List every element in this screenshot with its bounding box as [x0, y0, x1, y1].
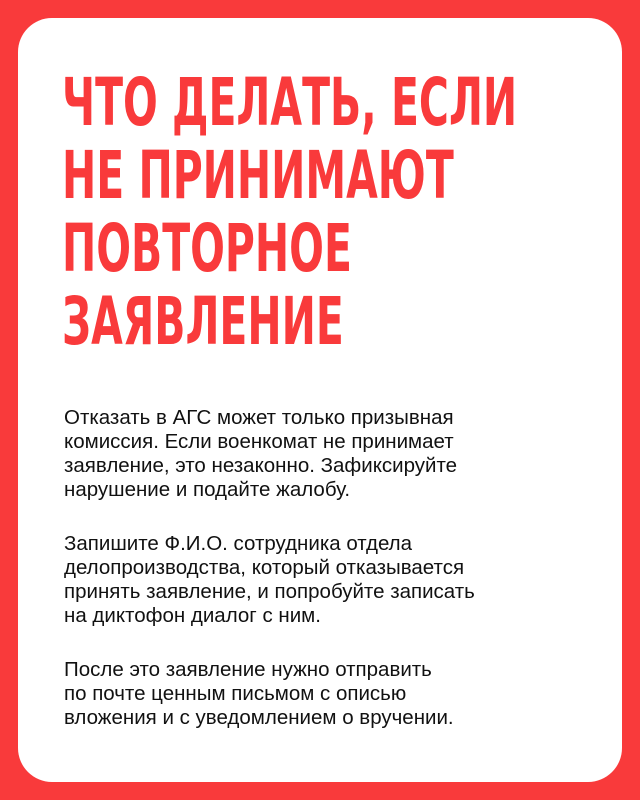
- text-line: делопроизводства, который отказывается: [64, 556, 465, 579]
- text-line: Запишите Ф.И.О. сотрудника отдела: [64, 532, 413, 555]
- text-line: После это заявление нужно отправить: [64, 658, 432, 681]
- body-text: [64, 406, 604, 760]
- title-line: ЧТО ДЕЛАТЬ, ЕСЛИ: [62, 64, 518, 141]
- title-line: ЗАЯВЛЕНИЕ: [62, 283, 344, 360]
- text-line: нарушение и подайте жалобу.: [64, 478, 351, 501]
- title-line: ПОВТОРНОЕ: [62, 210, 352, 287]
- text-line: на диктофон диалог с ним.: [64, 604, 321, 627]
- title-line: НЕ ПРИНИМАЮТ: [62, 137, 454, 214]
- text-line: заявление, это незаконно. Зафиксируйте: [64, 454, 458, 477]
- text-line: вложения и с уведомлением о вручении.: [64, 706, 454, 729]
- page-title: [62, 64, 518, 360]
- text-line: Отказать в АГС может только призывная: [64, 406, 454, 429]
- text-line: принять заявление, и попробуйте записать: [64, 580, 475, 603]
- paragraph-send-by-mail: [64, 658, 604, 730]
- text-line: комиссия. Если военкомат не принимает: [64, 430, 454, 453]
- text-line: по почте ценным письмом с описью: [64, 682, 407, 705]
- content-card: [18, 18, 622, 782]
- paragraph-record-employee: [64, 532, 604, 628]
- paragraph-agc-refusal: [64, 406, 604, 502]
